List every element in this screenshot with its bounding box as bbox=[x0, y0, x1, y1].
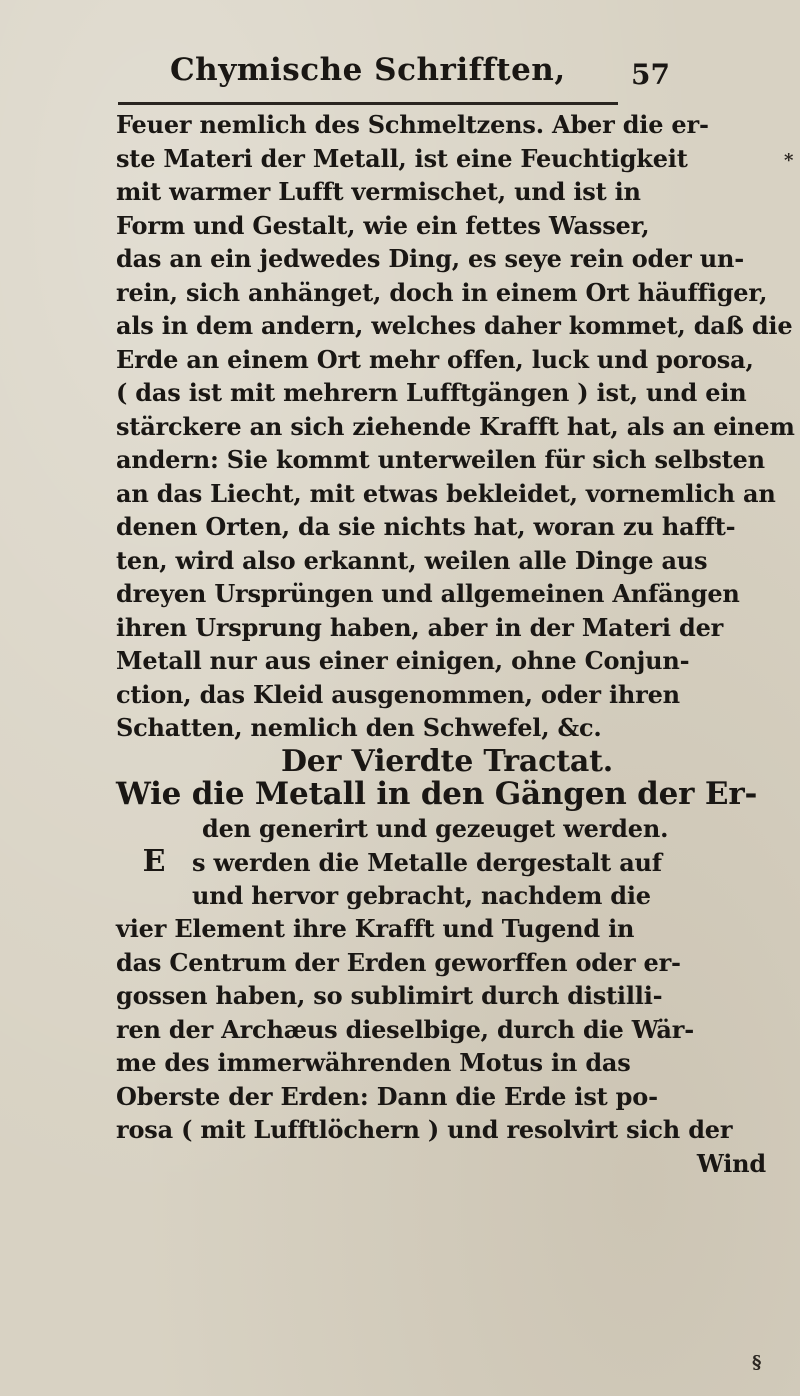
text-line: rein, sich anhänget, doch in einem Ort häuffiger, bbox=[116, 277, 768, 307]
second-body-line: und hervor gebracht, nachdem die bbox=[192, 880, 651, 910]
text-line: an das Liecht, mit etwas bekleidet, vornemlich an bbox=[116, 478, 776, 508]
text-line: Metall nur aus einer einigen, ohne Conjun- bbox=[116, 646, 690, 675]
text-line: ten, wird also erkannt, weilen alle Dinge aus bbox=[116, 545, 708, 575]
text-line: mit warmer Lufft vermischet, und ist in bbox=[116, 177, 641, 206]
text-line: dreyen Ursprüngen und allgemeinen Anfängen bbox=[116, 579, 740, 608]
margin-mark: * bbox=[784, 150, 794, 171]
text-line: denen Orten, da sie nichts hat, woran zu hafft- bbox=[116, 512, 736, 541]
text-line: Feuer nemlich des Schmeltzens. Aber die er- bbox=[116, 110, 709, 139]
text-line: ction, das Kleid ausgenommen, oder ihren bbox=[116, 679, 680, 709]
text-line: das an ein jedwedes Ding, es seye rein oder un- bbox=[116, 244, 745, 273]
text-line: me des immerwährenden Motus in das bbox=[116, 1048, 631, 1077]
text-line: ren der Archæus dieselbige, durch die Wär- bbox=[116, 1014, 694, 1044]
tract-title: Der Vierdte Tractat. bbox=[280, 743, 613, 779]
text-line: Schatten, nemlich den Schwefel, &c. bbox=[116, 713, 602, 742]
text-line: ste Materi der Metall, ist eine Feuchtigkeit bbox=[116, 143, 688, 173]
text-body bbox=[116, 108, 795, 1180]
first-line-text: s werden die Metalle dergestalt auf bbox=[192, 848, 662, 877]
chapter-heading-continued: den generirt und gezeuget werden. bbox=[202, 813, 669, 843]
page-header bbox=[170, 52, 670, 102]
text-line: ihren Ursprung haben, aber in der Materi der bbox=[116, 612, 724, 642]
page-number: 57 bbox=[631, 58, 670, 91]
first-body-line bbox=[116, 845, 778, 879]
text-line: Form und Gestalt, wie ein fettes Wasser, bbox=[116, 210, 650, 240]
chapter-heading: Wie die Metall in den Gängen der Er- bbox=[116, 776, 758, 812]
text-line: gossen haben, so sublimirt durch distilli- bbox=[116, 981, 663, 1010]
text-line: Erde an einem Ort mehr offen, luck und porosa, bbox=[116, 344, 754, 374]
text-line: vier Element ihre Krafft und Tugend in bbox=[116, 914, 635, 943]
running-head: Chymische Schrifften, bbox=[170, 52, 566, 88]
text-line: rosa ( mit Lufftlöchern ) und resolvirt sich der bbox=[116, 1115, 733, 1144]
text-line: Oberste der Erden: Dann die Erde ist po- bbox=[116, 1081, 658, 1111]
text-line: andern: Sie kommt unterweilen für sich selbsten bbox=[116, 445, 765, 474]
corner-mark: § bbox=[752, 1352, 762, 1373]
header-rule bbox=[118, 102, 618, 105]
text-line: ( das ist mit mehrern Lufftgängen ) ist, und ein bbox=[116, 378, 747, 407]
catchword: Wind bbox=[696, 1148, 766, 1178]
text-line: als in dem andern, welches daher kommet, daß die bbox=[116, 311, 793, 340]
initial-letter: E bbox=[142, 844, 166, 879]
text-line: stärckere an sich ziehende Krafft hat, als an einem bbox=[116, 411, 795, 441]
text-line: das Centrum der Erden geworffen oder er- bbox=[116, 947, 681, 977]
